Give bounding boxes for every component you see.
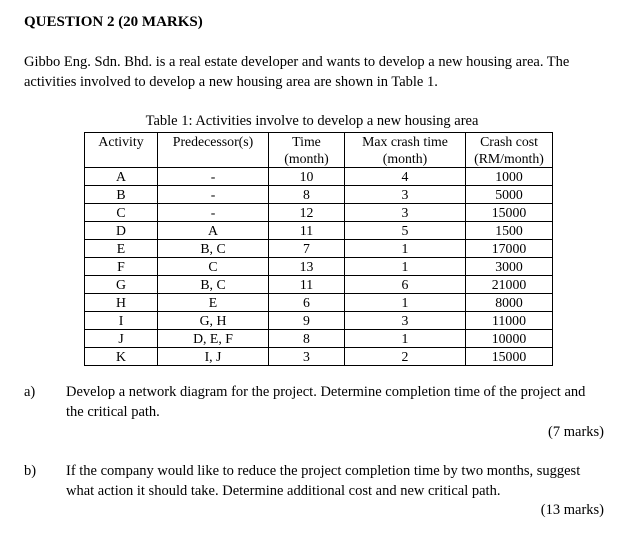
cell-activity: G [85, 276, 158, 294]
header-crash-cost-line1: Crash cost [480, 134, 538, 149]
cell-crash-cost: 15000 [466, 348, 553, 366]
cell-predecessors: - [158, 168, 269, 186]
table-row [85, 258, 553, 276]
question-heading: QUESTION 2 (20 MARKS) [24, 14, 203, 30]
cell-max-crash-time: 1 [345, 240, 466, 258]
question-a-text: Develop a network diagram for the project. Determine completion time of the project and the critical path. [66, 384, 586, 420]
table-row [85, 204, 553, 222]
cell-activity: E [85, 240, 158, 258]
cell-activity: C [85, 204, 158, 222]
cell-crash-cost: 11000 [466, 312, 553, 330]
question-b-marks: (13 marks) [540, 502, 604, 518]
cell-max-crash-time: 2 [345, 348, 466, 366]
cell-crash-cost: 21000 [466, 276, 553, 294]
cell-max-crash-time: 1 [345, 294, 466, 312]
cell-predecessors: A [158, 222, 269, 240]
cell-predecessors: C [158, 258, 269, 276]
cell-time: 8 [269, 186, 345, 204]
cell-predecessors: - [158, 204, 269, 222]
question-b-label: b) [24, 463, 37, 479]
cell-activity: A [85, 168, 158, 186]
table-row [85, 240, 553, 258]
cell-max-crash-time: 3 [345, 204, 466, 222]
activities-table [84, 132, 553, 366]
cell-activity: J [85, 330, 158, 348]
cell-max-crash-time: 1 [345, 330, 466, 348]
cell-activity: D [85, 222, 158, 240]
header-time-line2: (month) [284, 151, 329, 166]
table-row [85, 312, 553, 330]
cell-predecessors: D, E, F [158, 330, 269, 348]
header-max-crash-line1: Max crash time [362, 134, 448, 149]
header-crash-cost [466, 133, 553, 168]
table-row [85, 186, 553, 204]
header-predecessors [158, 133, 269, 168]
header-time-line1: Time [292, 134, 321, 149]
cell-predecessors: E [158, 294, 269, 312]
cell-crash-cost: 8000 [466, 294, 553, 312]
cell-max-crash-time: 3 [345, 312, 466, 330]
cell-time: 11 [269, 276, 345, 294]
question-b-text: If the company would like to reduce the project completion time by two months, suggest what action it should take. Determine additional cost and new critical path. [66, 463, 581, 499]
cell-predecessors: B, C [158, 276, 269, 294]
cell-activity: I [85, 312, 158, 330]
cell-crash-cost: 10000 [466, 330, 553, 348]
cell-max-crash-time: 6 [345, 276, 466, 294]
header-crash-cost-line2: (RM/month) [474, 151, 544, 166]
cell-predecessors: G, H [158, 312, 269, 330]
cell-time: 9 [269, 312, 345, 330]
cell-predecessors: B, C [158, 240, 269, 258]
cell-time: 3 [269, 348, 345, 366]
cell-time: 8 [269, 330, 345, 348]
table-row [85, 222, 553, 240]
cell-activity: B [85, 186, 158, 204]
question-a-label: a) [24, 384, 36, 400]
cell-time: 11 [269, 222, 345, 240]
cell-max-crash-time: 5 [345, 222, 466, 240]
table-row [85, 276, 553, 294]
cell-time: 7 [269, 240, 345, 258]
table-row [85, 330, 553, 348]
cell-max-crash-time: 3 [345, 186, 466, 204]
cell-max-crash-time: 4 [345, 168, 466, 186]
intro-paragraph: Gibbo Eng. Sdn. Bhd. is a real estate developer and wants to develop a new housing area. The activities involved to develop a new housing area are shown in Table 1. [24, 54, 570, 90]
cell-time: 10 [269, 168, 345, 186]
cell-crash-cost: 3000 [466, 258, 553, 276]
cell-predecessors: I, J [158, 348, 269, 366]
cell-time: 13 [269, 258, 345, 276]
cell-time: 6 [269, 294, 345, 312]
table-header-row [85, 133, 553, 168]
header-activity [85, 133, 158, 168]
cell-predecessors: - [158, 186, 269, 204]
cell-crash-cost: 1000 [466, 168, 553, 186]
cell-time: 12 [269, 204, 345, 222]
header-predecessors-line1: Predecessor(s) [172, 134, 254, 149]
header-time [269, 133, 345, 168]
cell-crash-cost: 1500 [466, 222, 553, 240]
header-activity-line1: Activity [98, 134, 144, 149]
question-a-marks: (7 marks) [548, 424, 604, 440]
cell-activity: F [85, 258, 158, 276]
cell-max-crash-time: 1 [345, 258, 466, 276]
table-body [85, 168, 553, 366]
header-max-crash-time [345, 133, 466, 168]
table-caption-text: Table 1: Activities involve to develop a new housing area [145, 113, 479, 129]
cell-crash-cost: 5000 [466, 186, 553, 204]
cell-crash-cost: 17000 [466, 240, 553, 258]
cell-crash-cost: 15000 [466, 204, 553, 222]
table-row [85, 294, 553, 312]
cell-activity: H [85, 294, 158, 312]
header-max-crash-line2: (month) [382, 151, 428, 166]
table-caption [0, 113, 632, 130]
table-row [85, 348, 553, 366]
table-row [85, 168, 553, 186]
cell-activity: K [85, 348, 158, 366]
